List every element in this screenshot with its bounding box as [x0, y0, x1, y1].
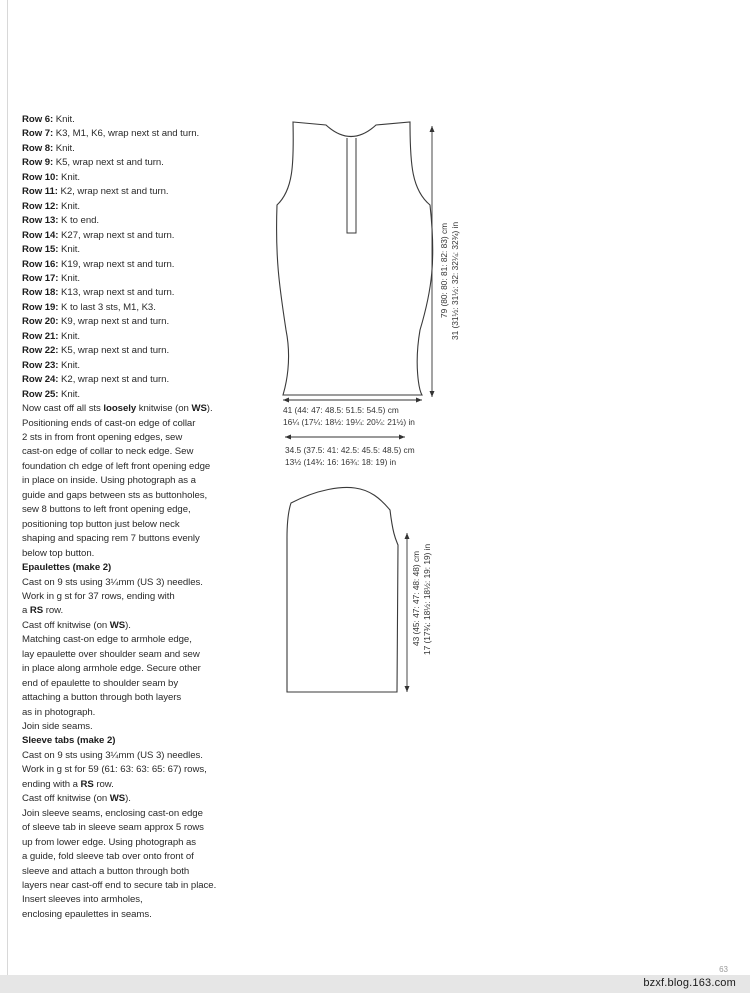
instruction-text: Knit.	[58, 200, 80, 212]
instruction-text: Knit.	[58, 359, 80, 371]
bold-term: Row 16:	[22, 258, 59, 270]
instruction-text: foundation ch edge of left front opening edge	[22, 460, 211, 472]
instruction-text: K to last 3 sts, M1, K3.	[58, 301, 156, 313]
bold-term: Row 21:	[22, 330, 59, 342]
instruction-text: K9, wrap next st and turn.	[58, 316, 170, 328]
instruction-text: shaping and spacing rem 7 buttons evenly	[22, 533, 200, 545]
instruction-text: Matching cast-on edge to armhole edge,	[22, 634, 192, 646]
instruction-text: sew 8 buttons to left front opening edge,	[22, 504, 191, 516]
bold-term: Row 25:	[22, 388, 59, 400]
bold-term: Row 11:	[22, 186, 58, 198]
instruction-text: K5, wrap next st and turn.	[58, 345, 170, 357]
waist-width-arrow	[285, 435, 405, 440]
bust-width-arrow	[283, 398, 422, 403]
instruction-text: Now cast off all sts	[22, 403, 104, 415]
instruction-text: up from lower edge. Using photograph as	[22, 836, 197, 848]
instruction-text: Knit.	[53, 142, 75, 154]
bold-term: Row 9:	[22, 157, 54, 169]
instruction-text: knitwise (on	[136, 403, 192, 415]
instruction-text: K13, wrap next st and turn.	[58, 287, 175, 299]
instruction-text: in place on inside. Using photograph as a	[22, 475, 196, 487]
instruction-text: layers near cast-off end to secure tab in place.	[22, 880, 217, 892]
instruction-text: K2, wrap next st and turn.	[57, 186, 169, 198]
instruction-text: Work in g st for 37 rows, ending with	[22, 590, 175, 602]
sleeve-length-in-label: 17 (17¾: 18½: 18½: 19: 19) in	[422, 543, 432, 655]
bold-term: Row 12:	[22, 200, 59, 212]
instruction-text: K to end.	[58, 215, 100, 227]
bold-term: Row 7:	[22, 128, 54, 140]
sleeve-outline	[287, 487, 398, 692]
sleeve-length-cm-label: 43 (45: 47: 47: 48: 48) cm	[411, 550, 421, 646]
instruction-text: K3, M1, K6, wrap next st and turn.	[53, 128, 200, 140]
bold-term: Row 14:	[22, 229, 59, 241]
section-heading: Sleeve tabs (make 2)	[22, 735, 116, 747]
bold-term: Row 24:	[22, 374, 59, 386]
instruction-text: in place along armhole edge. Secure other	[22, 663, 201, 675]
bold-term: Row 17:	[22, 272, 59, 284]
instruction-text: Cast off knitwise (on	[22, 619, 110, 631]
bold-term: RS	[80, 778, 94, 790]
instruction-text: Knit.	[58, 171, 80, 183]
bold-term: Row 23:	[22, 359, 59, 371]
instruction-text: K2, wrap next st and turn.	[58, 374, 170, 386]
instruction-text: enclosing epaulettes in seams.	[22, 908, 152, 920]
instruction-text: ).	[206, 403, 213, 415]
bold-term: WS	[191, 403, 207, 415]
instruction-text: Knit.	[58, 272, 80, 284]
bust-width-cm-label: 41 (44: 47: 48.5: 51.5: 54.5) cm	[283, 405, 399, 415]
instruction-text: K5, wrap next st and turn.	[53, 157, 164, 169]
bold-term: Row 15:	[22, 244, 59, 256]
instruction-text: a	[22, 605, 30, 617]
instruction-text: row.	[43, 605, 64, 617]
instruction-text: positioning top button just below neck	[22, 518, 180, 530]
instruction-text: end of epaulette to shoulder seam by	[22, 677, 179, 689]
instruction-text: Work in g st for 59 (61: 63: 63: 65: 67) rows,	[22, 764, 207, 776]
instruction-text: 2 sts in from front opening edges, sew	[22, 431, 183, 443]
bold-term: Row 19:	[22, 301, 59, 313]
instruction-text: Cast on 9 sts using 3¼mm (US 3) needles.	[22, 749, 203, 761]
bold-term: Row 13:	[22, 215, 59, 227]
bold-term: Row 8:	[22, 142, 54, 154]
bold-term: Row 22:	[22, 345, 59, 357]
body-length-cm-label: 79 (80: 80: 81: 82: 83) cm	[439, 222, 449, 318]
instruction-text: Knit.	[58, 388, 80, 400]
bold-term: Row 6:	[22, 114, 54, 125]
bold-term: loosely	[103, 403, 137, 415]
section-heading: Epaulettes (make 2)	[22, 562, 112, 574]
instruction-text: Knit.	[58, 330, 80, 342]
footer-bar	[0, 975, 750, 993]
instruction-text: lay epaulette over shoulder seam and sew	[22, 648, 200, 660]
bold-term: WS	[109, 619, 126, 631]
instruction-text: cast-on edge of collar to neck edge. Sew	[22, 446, 194, 458]
instruction-text: below top button.	[22, 547, 95, 559]
body-length-arrow	[430, 126, 435, 397]
bold-term: WS	[109, 793, 126, 805]
instruction-text: guide and gaps between sts as buttonholes,	[22, 489, 208, 501]
instruction-text: a guide, fold sleeve tab over onto front of	[22, 851, 194, 863]
bold-term: Row 20:	[22, 316, 59, 328]
waist-width-cm-label: 34.5 (37.5: 41: 42.5: 45.5: 48.5) cm	[285, 445, 415, 455]
waist-width-in-label: 13½ (14¾: 16: 16¾: 18: 19) in	[285, 457, 397, 467]
bold-term: Row 18:	[22, 287, 59, 299]
instruction-text: ).	[125, 793, 131, 805]
instruction-text: row.	[93, 778, 114, 790]
instruction-text: Join sleeve seams, enclosing cast-on edge	[22, 807, 203, 819]
front-opening-placket	[347, 138, 356, 233]
instruction-text: Knit.	[58, 244, 80, 256]
body-front-outline	[277, 122, 433, 395]
page-number: 63	[719, 965, 728, 974]
body-length-in-label: 31 (31½: 31½: 32: 32¼: 32¾) in	[450, 221, 460, 340]
instruction-text: K27, wrap next st and turn.	[58, 229, 175, 241]
instruction-text: attaching a button through both layers	[22, 692, 182, 704]
instruction-text: K19, wrap next st and turn.	[58, 258, 175, 270]
instruction-text: ).	[125, 619, 131, 631]
instruction-text: Cast on 9 sts using 3¼mm (US 3) needles.	[22, 576, 203, 588]
instruction-text: Cast off knitwise (on	[22, 793, 110, 805]
instruction-text: ending with a	[22, 778, 81, 790]
bust-width-in-label: 16¼ (17¼: 18½: 19¼: 20¼: 21½) in	[283, 417, 415, 427]
instruction-text: Knit.	[53, 114, 75, 125]
instruction-text: Insert sleeves into armholes,	[22, 894, 143, 906]
bold-term: RS	[29, 605, 44, 617]
instruction-text: Join side seams.	[22, 721, 93, 733]
instruction-text: as in photograph.	[22, 706, 96, 718]
sleeve-length-arrow	[405, 533, 410, 692]
instruction-text: Positioning ends of cast-on edge of collar	[22, 417, 196, 429]
instruction-text: sleeve and attach a button through both	[22, 865, 190, 877]
watermark-text: bzxf.blog.163.com	[643, 977, 736, 989]
bold-term: Row 10:	[22, 171, 59, 183]
instruction-text: of sleeve tab in sleeve seam approx 5 rows	[22, 822, 204, 834]
